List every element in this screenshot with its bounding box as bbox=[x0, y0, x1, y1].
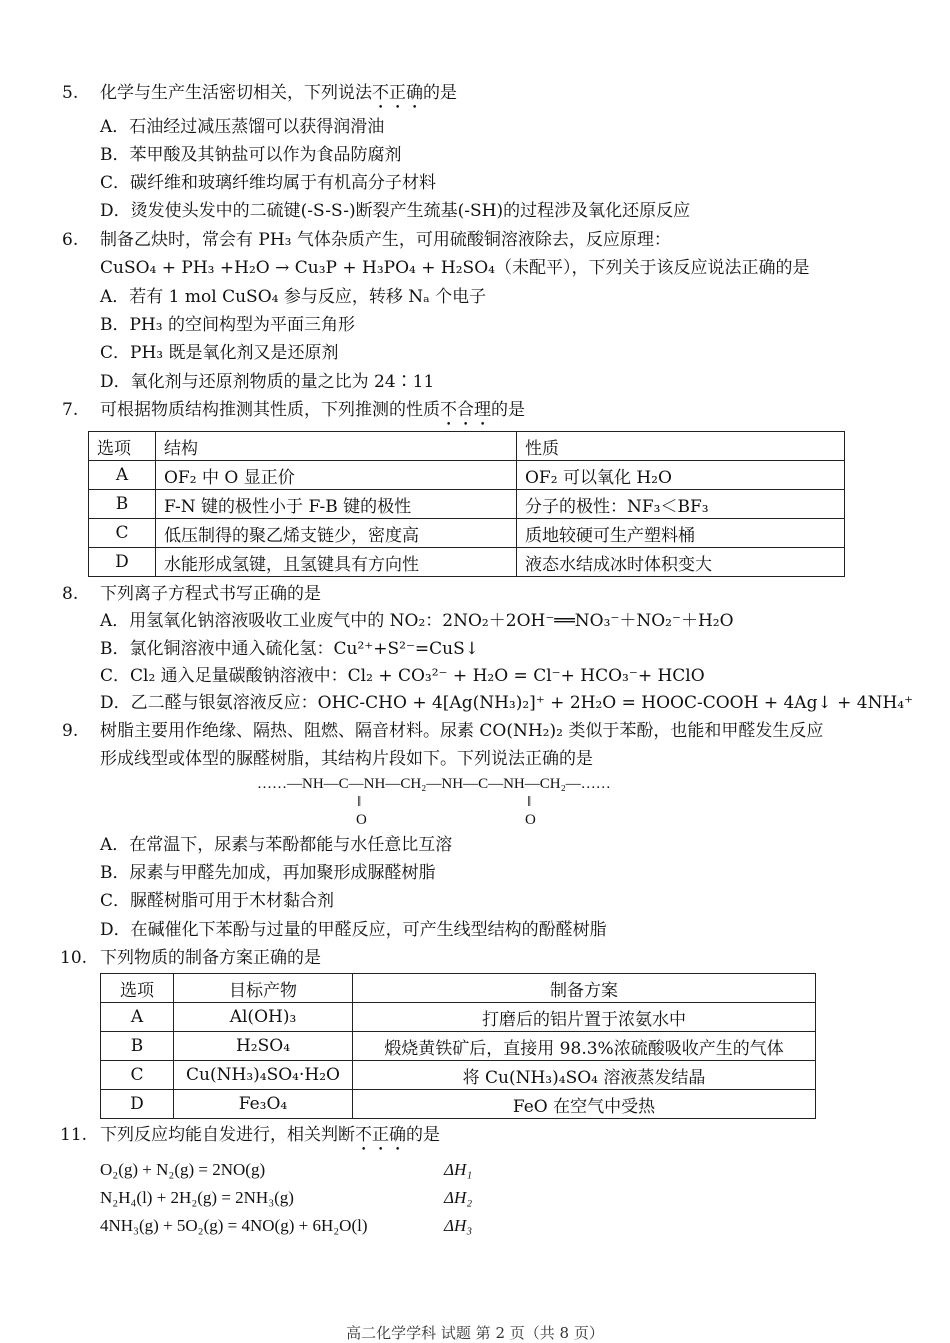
q11-stem-text: 下列反应均能自发进行，相关判断 bbox=[100, 1125, 355, 1145]
table-row bbox=[101, 1061, 816, 1090]
q6-number: 6. bbox=[62, 230, 79, 250]
q7-table bbox=[88, 431, 845, 577]
q5-stem-emphasis: 不正确 bbox=[372, 83, 423, 103]
table-cell: D bbox=[89, 548, 156, 577]
table-cell: OF₂ 中 O 显正价 bbox=[156, 461, 517, 490]
table-cell: A bbox=[89, 461, 156, 490]
table-row bbox=[101, 1032, 816, 1061]
q8-option-a: A．用氢氧化钠溶液吸收工业废气中的 NO₂：2NO₂＋2OH⁻══NO₃⁻＋NO₂⁻＋H₂O bbox=[100, 611, 734, 631]
q5-number: 5. bbox=[62, 83, 79, 103]
table-cell: B bbox=[89, 490, 156, 519]
table-row bbox=[89, 519, 845, 548]
q9-option-c: C．脲醛树脂可用于木材黏合剂 bbox=[100, 891, 335, 911]
table-header-row bbox=[89, 432, 845, 461]
table-cell: 将 Cu(NH₃)₄SO₄ 溶液蒸发结晶 bbox=[353, 1061, 816, 1090]
table-cell: C bbox=[89, 519, 156, 548]
table-cell: Fe₃O₄ bbox=[174, 1090, 353, 1119]
table-row bbox=[89, 548, 845, 577]
table-row bbox=[101, 1090, 816, 1119]
table-cell: A bbox=[101, 1003, 174, 1032]
table-header-cell: 结构 bbox=[156, 432, 517, 461]
table-header-cell: 选项 bbox=[101, 974, 174, 1003]
q11-number: 11. bbox=[60, 1125, 88, 1145]
table-cell: FeO 在空气中受热 bbox=[353, 1090, 816, 1119]
table-header-row bbox=[101, 974, 816, 1003]
q9-oxygen-2: O bbox=[525, 812, 536, 828]
q5-option-a: A．石油经过减压蒸馏可以获得润滑油 bbox=[100, 117, 385, 137]
table-cell: F-N 键的极性小于 F-B 键的极性 bbox=[156, 490, 517, 519]
q7-number: 7. bbox=[62, 400, 79, 420]
q9-option-b: B．尿素与甲醛先加成，再加聚形成脲醛树脂 bbox=[100, 863, 436, 883]
q11-stem-tail: 的是 bbox=[406, 1125, 440, 1145]
q5-option-c: C．碳纤维和玻璃纤维均属于有机高分子材料 bbox=[100, 173, 437, 193]
q5-option-b: B．苯甲酸及其钠盐可以作为食品防腐剂 bbox=[100, 145, 402, 165]
q10-table bbox=[100, 973, 816, 1119]
table-header-cell: 目标产物 bbox=[174, 974, 353, 1003]
q11-enthalpy-2: ΔH₂ bbox=[444, 1188, 473, 1207]
q8-option-c: C．Cl₂ 通入足量碳酸钠溶液中：Cl₂ + CO₃²⁻ + H₂O = Cl⁻+ HCO₃⁻+ HClO bbox=[100, 666, 705, 686]
q9-option-d: D．在碱催化下苯酚与过量的甲醛反应，可产生线型结构的酚醛树脂 bbox=[100, 920, 607, 940]
q8-option-b: B．氯化铜溶液中通入硫化氢：Cu²⁺+S²⁻=CuS↓ bbox=[100, 639, 480, 659]
q8-number: 8. bbox=[62, 584, 79, 604]
table-cell: Cu(NH₃)₄SO₄·H₂O bbox=[174, 1061, 353, 1090]
q9-number: 9. bbox=[62, 721, 79, 741]
q11-stem bbox=[100, 1124, 440, 1155]
q11-reaction-3: 4NH₃(g) + 5O₂(g) = 4NO(g) + 6H₂O(l) bbox=[100, 1216, 368, 1235]
q5-stem-text: 化学与生产生活密切相关，下列说法 bbox=[100, 83, 372, 103]
q5-stem-tail: 的是 bbox=[423, 83, 457, 103]
q6-option-c: C．PH₃ 既是氧化剂又是还原剂 bbox=[100, 343, 339, 363]
q6-option-a: A．若有 1 mol CuSO₄ 参与反应，转移 Nₐ 个电子 bbox=[100, 287, 487, 307]
q11-enthalpy-3: ΔH₃ bbox=[444, 1216, 473, 1235]
table-cell: 液态水结成冰时体积变大 bbox=[517, 548, 845, 577]
table-cell: 质地较硬可生产塑料桶 bbox=[517, 519, 845, 548]
table-cell: 分子的极性：NF₃＜BF₃ bbox=[517, 490, 845, 519]
table-cell: OF₂ 可以氧化 H₂O bbox=[517, 461, 845, 490]
table-cell: 低压制得的聚乙烯支链少，密度高 bbox=[156, 519, 517, 548]
q7-stem bbox=[100, 399, 525, 430]
table-header-cell: 性质 bbox=[517, 432, 845, 461]
q7-stem-emphasis: 不合理 bbox=[440, 400, 491, 420]
q7-stem-tail: 的是 bbox=[491, 400, 525, 420]
q10-stem: 下列物质的制备方案正确的是 bbox=[100, 948, 321, 968]
table-cell: 煅烧黄铁矿后，直接用 98.3%浓硫酸吸收产生的气体 bbox=[353, 1032, 816, 1061]
q5-option-d: D．烫发使头发中的二硫键(-S-S-)断裂产生巯基(-SH)的过程涉及氧化还原反应 bbox=[100, 201, 691, 221]
table-cell: H₂SO₄ bbox=[174, 1032, 353, 1061]
table-cell: 打磨后的铝片置于浓氨水中 bbox=[353, 1003, 816, 1032]
q9-double-bond-1: ‖ bbox=[357, 794, 362, 810]
q11-reaction-2: N₂H₄(l) + 2H₂(g) = 2NH₃(g) bbox=[100, 1188, 294, 1207]
table-cell: D bbox=[101, 1090, 174, 1119]
q10-number: 10. bbox=[60, 948, 88, 968]
q9-double-bond-2: ‖ bbox=[527, 794, 532, 810]
q9-oxygen-1: O bbox=[356, 812, 367, 828]
table-cell: C bbox=[101, 1061, 174, 1090]
q6-stem-line2: CuSO₄ + PH₃ +H₂O → Cu₃P + H₃PO₄ + H₂SO₄（未配平），下列关于该反应说法正确的是 bbox=[100, 258, 810, 278]
table-row bbox=[89, 490, 845, 519]
q9-option-a: A．在常温下，尿素与苯酚都能与水任意比互溶 bbox=[100, 835, 453, 855]
q6-option-d: D．氧化剂与还原剂物质的量之比为 24∶11 bbox=[100, 372, 435, 392]
q9-stem-line2: 形成线型或体型的脲醛树脂，其结构片段如下。下列说法正确的是 bbox=[100, 749, 593, 769]
table-row bbox=[101, 1003, 816, 1032]
table-row bbox=[89, 461, 845, 490]
q7-stem-text: 可根据物质结构推测其性质，下列推测的性质 bbox=[100, 400, 440, 420]
q9-structure-formula: ……—NH—C—NH—CH₂—NH—C—NH—CH₂—…… bbox=[257, 776, 611, 792]
q9-stem-line1: 树脂主要用作绝缘、隔热、阻燃、隔音材料。尿素 CO(NH₂)₂ 类似于苯酚，也能和甲醛发生反应 bbox=[100, 721, 824, 741]
q8-option-d: D．乙二醛与银氨溶液反应：OHC-CHO + 4[Ag(NH₃)₂]⁺ + 2H₂O = HOOC-COOH + 4Ag↓ + 4NH₄⁺ bbox=[100, 693, 914, 713]
page-footer: 高二化学学科 试题 第 2 页（共 8 页） bbox=[346, 1324, 604, 1342]
q6-stem-line1: 制备乙炔时，常会有 PH₃ 气体杂质产生，可用硫酸铜溶液除去，反应原理： bbox=[100, 230, 671, 250]
q11-enthalpy-1: ΔH₁ bbox=[444, 1160, 473, 1179]
q11-reaction-1: O₂(g) + N₂(g) = 2NO(g) bbox=[100, 1160, 266, 1179]
q5-stem bbox=[100, 82, 457, 113]
table-header-cell: 制备方案 bbox=[353, 974, 816, 1003]
table-cell: Al(OH)₃ bbox=[174, 1003, 353, 1032]
table-cell: B bbox=[101, 1032, 174, 1061]
q6-option-b: B．PH₃ 的空间构型为平面三角形 bbox=[100, 315, 355, 335]
q11-stem-emphasis: 不正确 bbox=[355, 1125, 406, 1145]
table-header-cell: 选项 bbox=[89, 432, 156, 461]
q8-stem: 下列离子方程式书写正确的是 bbox=[100, 584, 321, 604]
table-cell: 水能形成氢键，且氢键具有方向性 bbox=[156, 548, 517, 577]
